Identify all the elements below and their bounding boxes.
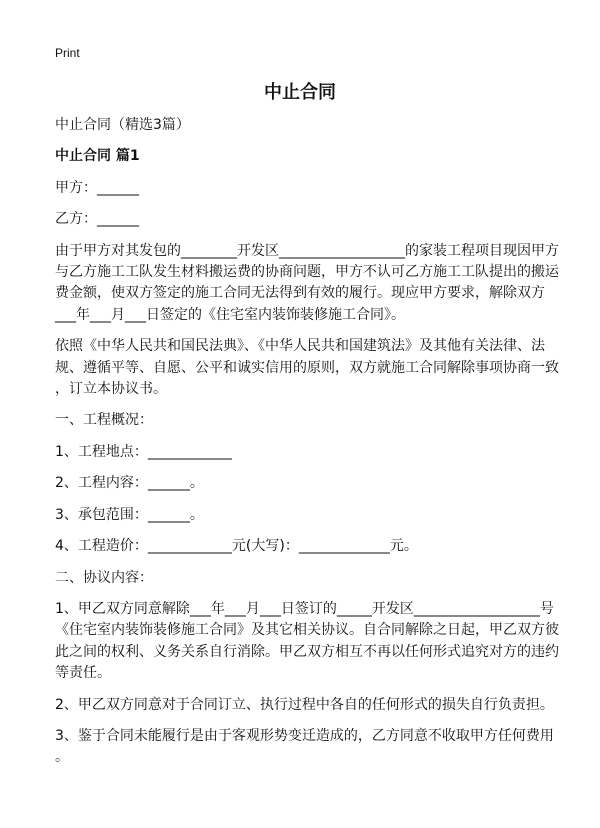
clause-line: 《住宅室内装饰装修施工合同》及其它相关协议。自合同解除之日起，甲乙双方彼 bbox=[55, 622, 559, 639]
para-line: 费金额，使双方签定的施工合同无法得到有效的履行。现应甲方要求，解除双方 bbox=[55, 285, 545, 302]
print-link[interactable]: Print bbox=[55, 46, 80, 60]
para-line: ___年___月___日签定的《住宅室内装饰装修施工合同》。 bbox=[55, 306, 405, 323]
party-b: 乙方：______ bbox=[55, 211, 139, 228]
clause-2: 2、甲乙双方同意对于合同订立、执行过程中各自的任何形式的损失自行负责担。 bbox=[55, 696, 554, 713]
paragraph-2 bbox=[55, 336, 560, 400]
section-2-heading: 二、协议内容： bbox=[55, 569, 153, 586]
section-1-heading: 一、工程概况： bbox=[55, 412, 153, 429]
para-line: 与乙方施工工队发生材料搬运费的协商问题，甲方不认可乙方施工工队提出的搬运 bbox=[55, 264, 559, 281]
clause-line: 1、甲乙双方同意解除___年___月___日签订的_____开发区__________________号 bbox=[55, 600, 554, 617]
para-line: 依照《中华人民共和国民法典》、《中华人民共和国建筑法》及其他有关法律、法 bbox=[55, 338, 545, 355]
para-line: ，订立本协议书。 bbox=[55, 381, 167, 398]
clause-3 bbox=[55, 726, 560, 769]
clause-line: 3、鉴于合同未能履行是由于客观形势变迁造成的，乙方同意不收取甲方任何费用 bbox=[55, 727, 554, 744]
subtitle: 中止合同（精选3篇） bbox=[55, 117, 190, 133]
paragraph-1 bbox=[55, 241, 560, 327]
clause-line: 此之间的权利、义务关系自行消除。甲乙双方相互不再以任何形式追究对方的违约 bbox=[55, 643, 559, 660]
item-scope: 3、承包范围：______。 bbox=[55, 506, 204, 523]
item-content: 2、工程内容：______。 bbox=[55, 475, 204, 492]
item-price: 4、工程造价：____________元(大写)：_____________元。 bbox=[55, 538, 418, 555]
clause-line: 等责任。 bbox=[55, 665, 111, 682]
clause-1 bbox=[55, 599, 560, 685]
clause-line: 。 bbox=[55, 749, 69, 766]
item-location: 1、工程地点：____________ bbox=[55, 443, 232, 460]
para-line: 由于甲方对其发包的________开发区__________________的家装工程项目现因甲方 bbox=[55, 242, 559, 259]
para-line: 规、遵循平等、自愿、公平和诚实信用的原则，双方就施工合同解除事项协商一致 bbox=[55, 359, 559, 376]
party-a: 甲方：______ bbox=[55, 179, 139, 196]
page-title: 中止合同 bbox=[264, 82, 336, 103]
section-heading: 中止合同 篇1 bbox=[55, 148, 140, 165]
